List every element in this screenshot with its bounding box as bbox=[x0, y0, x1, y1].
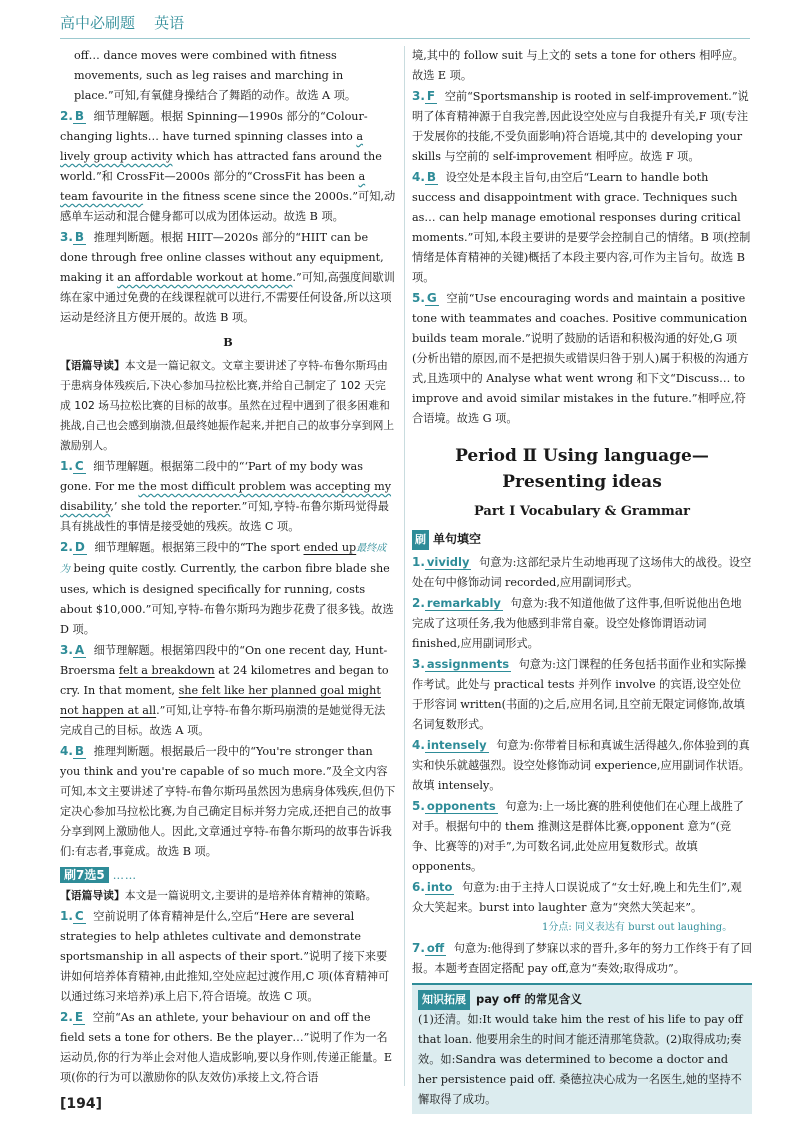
explanation-text: 细节理解题。根据 Spinning—1990s 部分的“Colour-changing lights… have turned spinning classes into bbox=[60, 110, 368, 143]
continuation-text: 境,其中的 follow suit 与上文的 sets a tone for others 相呼应。故选 E 项。 bbox=[412, 49, 744, 82]
answer-a2 bbox=[60, 106, 396, 227]
answer-word: opponents bbox=[426, 799, 496, 813]
highlight-phrase: ended up bbox=[303, 541, 357, 554]
right-column bbox=[412, 46, 752, 1114]
item-number: 3. bbox=[412, 89, 425, 103]
fill-item-2 bbox=[412, 593, 752, 654]
answer-b3 bbox=[60, 640, 396, 741]
fill-item-3 bbox=[412, 654, 752, 735]
part-title: Part Ⅰ Vocabulary & Grammar bbox=[474, 504, 690, 519]
reading-guide-b bbox=[60, 356, 396, 456]
highlight-phrase: felt a breakdown bbox=[118, 664, 215, 677]
item-number: 1. bbox=[412, 555, 425, 569]
answer-word: intensely bbox=[426, 738, 487, 752]
answer-word: remarkably bbox=[426, 596, 501, 610]
intro-continuation: off… dance moves were combined with fitness movements, such as leg raises and marching in place.”可知,有氧健身操结合了舞蹈的动作。故选 A 项。 bbox=[74, 49, 357, 102]
explanation-text: 细节理解题。根据第二段中的“‘Part of my body was gone. For me bbox=[60, 460, 363, 493]
item-number: 5. bbox=[412, 291, 425, 305]
subject-title: 英语 bbox=[154, 14, 185, 32]
item-number: 6. bbox=[412, 880, 425, 894]
highlight-phrase: a lively group activity bbox=[60, 130, 364, 163]
explanation-text: ,’ she told the reporter.”可知,亨特-布鲁尔斯玛觉得最具有挑战性的事情是接受她的残疾。故选 C 项。 bbox=[60, 500, 389, 533]
highlight-phrase: an affordable workout at home bbox=[117, 271, 293, 284]
highlight-phrase: the most difficult problem was accepting my disability bbox=[60, 480, 392, 513]
answer-75-4 bbox=[412, 167, 752, 288]
answer-75-2 bbox=[60, 1007, 396, 1088]
extension-title: pay off 的常见含义 bbox=[476, 992, 582, 1006]
item-number: 2. bbox=[412, 596, 425, 610]
column-divider bbox=[404, 46, 405, 1086]
answer-a3 bbox=[60, 227, 396, 328]
answer-word: assignments bbox=[426, 657, 510, 671]
explanation-text: .”可知,让亨特-布鲁尔斯玛崩溃的是她觉得无法完成自己的目标。故选 A 项。 bbox=[60, 704, 386, 737]
period-title-line2: Presenting ideas bbox=[502, 472, 662, 492]
fill-item-4 bbox=[412, 735, 752, 796]
synonym-note bbox=[412, 918, 752, 938]
item-number: 3. bbox=[60, 230, 73, 244]
answer-word: into bbox=[426, 880, 453, 894]
extension-text: (1)还清。如:It would take him the rest of his life to pay off that loan. 他要用余生的时间才能还清那笔贷款。(2)取得成功;奏效。如:Sandra was determined to become a doctor and her persistence paid off. 桑德拉决心成为一名医生,她的坚持不懈取得了成功。 bbox=[418, 1013, 743, 1106]
page-number: [194] bbox=[60, 1096, 103, 1112]
item-number: 7. bbox=[412, 941, 425, 955]
guide-tag: 【语篇导读】 bbox=[60, 359, 125, 372]
fill-item-1 bbox=[412, 552, 752, 593]
handwritten-note: 最终成为 bbox=[60, 543, 387, 575]
answer-75-5 bbox=[412, 288, 752, 429]
item-number: 2. bbox=[60, 1010, 73, 1024]
explanation-text: being quite costly. Currently, the carbon fibre blade she uses, which is designed specifically for running, costs about $10,000.”可知,亨特-布鲁尔斯玛为跑步花费了很多钱。故选 D 项。 bbox=[60, 562, 394, 636]
fill-blank-heading bbox=[412, 529, 752, 550]
answer-letter: G bbox=[426, 291, 437, 305]
answer-word: off bbox=[426, 941, 445, 955]
answer-75-3 bbox=[412, 86, 752, 167]
brush-badge: 刷 bbox=[412, 530, 429, 550]
heading-dots: …… bbox=[112, 869, 138, 882]
guide-tag: 【语篇导读】 bbox=[60, 889, 125, 902]
answer-letter: F bbox=[426, 89, 436, 103]
fill-blank-label: 单句填空 bbox=[433, 532, 482, 546]
explanation-text: 句意为:他得到了梦寐以求的晋升,多年的努力工作终于有了回报。本题考查固定搭配 pay off,意为“奏效;取得成功”。 bbox=[412, 942, 752, 975]
page-header bbox=[60, 8, 750, 39]
explanation-text: 空前说明了体育精神是什么,空后“Here are several strategies to help athletes cultivate and demonstrate sportsmanship in all aspects of their sport.”说明了接下来要讲如何培养体育精神,由此推知,空处应起过渡作用,C 项(体育精神可以通过练习来培养)承上启下,符合语境。故选 C 项。 bbox=[60, 910, 390, 1003]
answer-letter: E bbox=[74, 1010, 84, 1024]
answer-letter: C bbox=[74, 459, 84, 473]
item-number: 1. bbox=[60, 459, 73, 473]
extension-heading bbox=[418, 989, 746, 1010]
left-column bbox=[60, 46, 396, 1088]
highlight-phrase: she felt like her planned goal might not happen at all bbox=[60, 684, 381, 717]
explanation-text: 空前“As an athlete, your behaviour on and off the field sets a tone for others. Be the player…”说明了作为一名运动员,你的行为举止会对他人造成影响,要以身作则,传递正能量。E 项(你的行为可以激励你的队友效仿)承接上文,符合语 bbox=[60, 1011, 393, 1084]
item-number: 2. bbox=[60, 109, 73, 123]
answer-b2 bbox=[60, 537, 396, 640]
answer-75-1 bbox=[60, 906, 396, 1007]
explanation-text: 句意为:我不知道他做了这件事,但听说他出色地完成了这项任务,我为他感到非常自豪。设空处修饰谓语动词 finished,应用副词形式。 bbox=[412, 597, 742, 650]
answer-letter: C bbox=[74, 909, 84, 923]
explanation-text: 推理判断题。根据 HIIT—2020s 部分的“HIIT can be done through free online classes without any equipment, making it bbox=[60, 231, 384, 284]
book-title: 高中必刷题 bbox=[60, 14, 136, 32]
section-b-title: B bbox=[223, 335, 233, 349]
explanation-text: which has attracted fans around the world.”和 CrossFit—2000s 部分的“CrossFit has been bbox=[60, 150, 382, 183]
answer-b4 bbox=[60, 741, 396, 862]
seven-five-badge: 刷7选5 bbox=[60, 867, 109, 883]
explanation-text: .”可知,高强度间歇训练在家中通过免费的在线课程就可以进行,不需要任何设备,所以这项运动是经济且方便开展的。故选 B 项。 bbox=[60, 271, 395, 324]
period-title bbox=[412, 443, 752, 495]
explanation-text: 句意为:由于主持人口误说成了“女士好,晚上和先生们”,观众大笑起来。burst into laughter 意为“突然大笑起来”。 bbox=[412, 881, 742, 914]
answer-word: vividly bbox=[426, 555, 470, 569]
explanation-text: 句意为:这门课程的任务包括书面作业和实际操作考试。此处与 practical tests 并列作 involve 的宾语,设空处位于形容词 written(书面的)之后,应用名词,且空前无限定词修饰,故填名词复数形式。 bbox=[412, 658, 747, 731]
explanation-text: 空前“Use encouraging words and maintain a positive tone with teammates and coaches. Positive communication builds team morale.”说明了鼓励的话语和积极沟通的好处,G 项(分析出错的原因,而不是把损失或错误归咎于别人)属于积极的沟通方式,且选项中的 Analyse what went wrong 和下文“Discuss… to improve and avoid similar mistakes in the future.”相呼应,符合语境。故选 G 项。 bbox=[412, 292, 749, 425]
item-number: 5. bbox=[412, 799, 425, 813]
explanation-text: at 24 kilometres and began to cry. In that moment, bbox=[60, 664, 389, 697]
explanation-text: 细节理解题。根据第三段中的“The sport bbox=[94, 541, 304, 554]
explanation-text: in the fitness scene since the 2000s.”可知,动感单车运动和混合健身都可以成为团体运动。故选 B 项。 bbox=[60, 190, 396, 223]
item-number: 4. bbox=[412, 738, 425, 752]
item-number: 3. bbox=[412, 657, 425, 671]
answer-letter: A bbox=[74, 643, 85, 657]
guide-text: 本文是一篇记叙文。文章主要讲述了亨特-布鲁尔斯玛由于患病身体残疾后,下决心参加马拉松比赛,并给自己制定了 102 天完成 102 场马拉松比赛的目标的故事。虽然在过程中遇到了很多困难和挑战,自己也会感到崩溃,但最终她振作起来,并把自己的故事分享到网上激励别人。 bbox=[60, 359, 395, 452]
item-number: 2. bbox=[60, 540, 73, 554]
answer-b1 bbox=[60, 456, 396, 537]
period-title-line1: Period Ⅱ Using language— bbox=[455, 446, 709, 466]
explanation-text: 空前“Sportsmanship is rooted in self-improvement.”说明了体育精神源于自我完善,因此设空处应与自我提升有关,F 项(专注于发展你的技能,不受负面影响)符合语境,其中的 developing your skills 与空前的 self-improvement 相呼应。故选 F 项。 bbox=[412, 90, 749, 163]
note-text: 同义表达有 burst out laughing。 bbox=[574, 922, 733, 933]
fill-item-5 bbox=[412, 796, 752, 877]
explanation-text: 句意为:你带着目标和真诚生活得越久,你体验到的真实和快乐就越强烈。设空处修饰动词 experience,应用副词作状语。故填 intensely。 bbox=[412, 739, 750, 792]
fill-item-6 bbox=[412, 877, 752, 918]
explanation-text: 设空处是本段主旨句,由空后“Learn to handle both success and disappointment with grace. Techniques such as… can help manage emotional responses during critical moments.”可知,本段主要讲的是要学会控制自己的情绪。B 项(控制情绪是体育精神的关键)概括了本段主要内容,可作为主旨句。故选 B 项。 bbox=[412, 171, 751, 284]
answer-letter: B bbox=[426, 170, 437, 184]
knowledge-extension-box bbox=[412, 983, 752, 1114]
explanation-text: 句意为:上一场比赛的胜利使他们在心理上战胜了对手。根据句中的 them 推测这是群体比赛,opponent 意为“(竞争、比赛等的)对手”,为可数名词,此处应用复数形式。故填 opponents。 bbox=[412, 800, 744, 873]
explanation-text: 句意为:这部纪录片生动地再现了这场伟大的战役。设空处在句中修饰动词 recorded,应用副词形式。 bbox=[412, 556, 752, 589]
guide-text: 本文是一篇说明文,主要讲的是培养体育精神的策略。 bbox=[124, 889, 377, 902]
note-tag: 1分点: bbox=[542, 922, 572, 933]
explanation-text: 推理判断题。根据最后一段中的“You're stronger than you think and you're capable of so much more.”及全文内容可知,本文主要讲述了亨特-布鲁尔斯玛虽然因为患病身体残疾,但仍下定决心参加马拉松比赛,为自己确定目标并努力完成,还把自己的故事分享到网上激励他人。因此,文章通过亨特-布鲁尔斯玛的故事告诉我们:有志者,事竟成。故选 B 项。 bbox=[60, 745, 396, 858]
highlight-phrase: a team favourite bbox=[60, 170, 366, 203]
reading-guide-7 bbox=[60, 886, 396, 906]
seven-five-heading bbox=[60, 866, 396, 886]
answer-letter: D bbox=[74, 540, 85, 554]
answer-letter: B bbox=[74, 744, 85, 758]
fill-item-7 bbox=[412, 938, 752, 979]
item-number: 4. bbox=[60, 744, 73, 758]
answer-letter: B bbox=[74, 230, 85, 244]
item-number: 1. bbox=[60, 909, 73, 923]
item-number: 4. bbox=[412, 170, 425, 184]
explanation-text: 细节理解题。根据第四段中的“On one recent day, Hunt-Broersma bbox=[60, 644, 388, 677]
extension-tag: 知识拓展 bbox=[418, 990, 470, 1010]
answer-letter: B bbox=[74, 109, 85, 123]
item-number: 3. bbox=[60, 643, 73, 657]
